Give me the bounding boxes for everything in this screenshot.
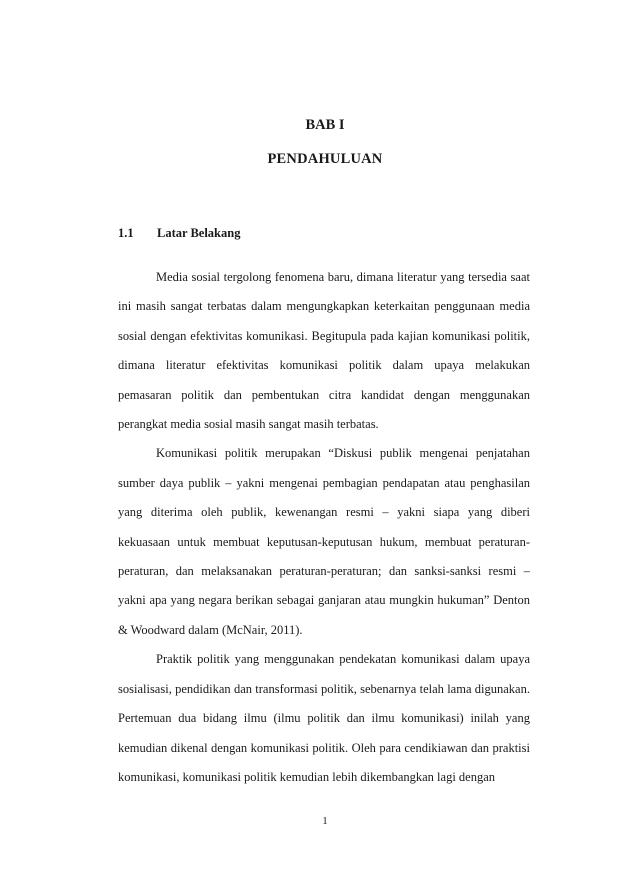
page-number: 1 xyxy=(322,815,328,827)
section-heading xyxy=(118,226,240,241)
paragraph: Media sosial tergolong fenomena baru, dimana literatur yang tersedia saat ini masih sangat terbatas dalam mengungkapkan keterkaitan penggunaan media sosial dengan efektivitas komunikasi. Begitupula pada kajian komunikasi politik, dimana literatur efektivitas komunikasi politik dalam upaya melakukan pemasaran politik dan pembentukan citra kandidat dengan menggunakan perangkat media sosial masih sangat masih terbatas. xyxy=(118,270,530,432)
section-number: 1.1 xyxy=(118,226,134,240)
body-text xyxy=(118,263,530,792)
section-title: Latar Belakang xyxy=(157,226,241,240)
chapter-title: PENDAHULUAN xyxy=(267,151,383,167)
chapter-number: BAB I xyxy=(305,117,345,133)
paragraph: Praktik politik yang menggunakan pendekatan komunikasi dalam upaya sosialisasi, pendidikan dan transformasi politik, sebenarnya telah lama digunakan. Pertemuan dua bidang ilmu (ilmu politik dan ilmu komunikasi) inilah yang kemudian dikenal dengan komunikasi politik. Oleh para cendikiawan dan praktisi komunikasi, komunikasi politik kemudian lebih dikembangkan lagi dengan xyxy=(118,652,530,784)
paragraph: Komunikasi politik merupakan “Diskusi publik mengenai penjatahan sumber daya publik – yakni mengenai pembagian pendapatan atau penghasilan yang diterima oleh publik, kewenangan resmi – yakni siapa yang diberi kekuasaan untuk membuat keputusan-keputusan hukum, membuat peraturan-peraturan, dan melaksanakan peraturan-peraturan; dan sanksi-sanksi resmi – yakni apa yang negara berikan sebagai ganjaran atau mungkin hukuman” Denton & Woodward dalam (McNair, 2011). xyxy=(118,446,530,637)
